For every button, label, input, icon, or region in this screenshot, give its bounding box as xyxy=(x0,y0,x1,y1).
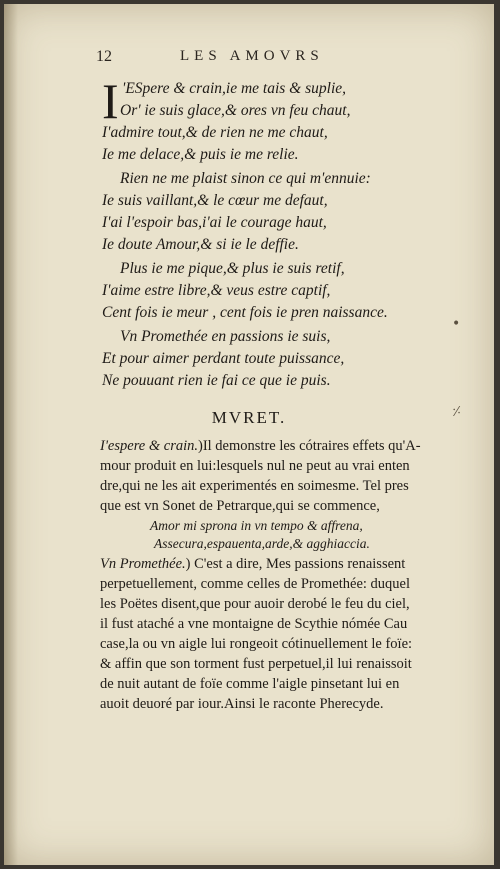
ink-mark: • xyxy=(452,316,461,332)
commentary-line: perpetuellement, comme celles de Promethée: duquel xyxy=(100,576,411,592)
commentary-line: dre,qui ne les ait experimentés en soimesme. Tel pres xyxy=(100,478,409,494)
poem-line: Ne pouuant rien ie fai ce que ie puis. xyxy=(102,372,331,389)
ink-mark: ⸓ xyxy=(452,404,462,420)
poem-line: Ie me delace,& puis ie me relie. xyxy=(102,146,299,163)
poem-line: Ie suis vaillant,& le cœur me defaut, xyxy=(102,192,328,209)
poem-line: Ie doute Amour,& si ie le deffie. xyxy=(102,236,299,253)
poem-line: Or' ie suis glace,& ores vn feu chaut, xyxy=(120,102,351,119)
lemma: Vn Promethée. xyxy=(100,556,186,572)
commentary-line: de nuit autant de foïe comme l'aigle pinsetant lui en xyxy=(100,676,400,692)
page-gutter-shadow xyxy=(4,4,18,865)
commentary-line: auoit deuoré par iour.Ainsi le raconte Pherecyde. xyxy=(100,696,384,712)
poem-line: Plus ie me pique,& plus ie suis retif, xyxy=(120,260,345,277)
commentary-line: & affin que son torment fust perpetuel,il lui renaissoit xyxy=(100,656,412,672)
poem-line: Vn Promethée en passions ie suis, xyxy=(120,328,331,345)
poem-line: I'ai l'espoir bas,i'ai le courage haut, xyxy=(102,214,327,231)
poem-line: Rien ne me plaist sinon ce qui m'ennuie: xyxy=(120,170,371,187)
poem-line: Cent fois ie meur , cent fois ie pren naissance. xyxy=(102,304,388,321)
poem-line: Et pour aimer perdant toute puissance, xyxy=(102,350,345,367)
lemma: I'espere & crain. xyxy=(100,438,198,454)
commentary-line: les Poëtes disent,que pour auoir derobé le feu du ciel, xyxy=(100,596,410,612)
book-page xyxy=(4,4,494,865)
page-number: 12 xyxy=(96,48,112,65)
poem-line: I'aime estre libre,& veus estre captif, xyxy=(102,282,331,299)
petrarch-quote: Assecura,espauenta,arde,& agghiaccia. xyxy=(154,536,370,551)
commentary-line: il fust ataché a vne montaigne de Scythie nómée Cau xyxy=(100,616,408,632)
drop-cap: I xyxy=(102,73,119,129)
running-header xyxy=(4,48,494,68)
running-title: LES AMOVRS xyxy=(180,48,324,64)
commentary-heading: MVRET. xyxy=(211,408,287,427)
poem-line: I'admire tout,& de rien ne me chaut, xyxy=(102,124,328,141)
commentary-line: Vn Promethée.) C'est a dire, Mes passions renaissent xyxy=(100,556,406,572)
petrarch-quote: Amor mi sprona in vn tempo & affrena, xyxy=(150,518,363,533)
commentary-line: I'espere & crain.)Il demonstre les cótraires effets qu'A- xyxy=(100,438,421,454)
commentary-line: case,la ou vn aigle lui rongeoit cótinuellement le foïe: xyxy=(100,636,413,652)
commentary-line: mour produit en lui:lesquels nul ne peut au vrai enten xyxy=(100,458,410,474)
poem-line: 'ESpere & crain,ie me tais & suplie, xyxy=(122,80,347,97)
commentary-line: que est vn Sonet de Petrarque,qui se commence, xyxy=(100,498,380,514)
